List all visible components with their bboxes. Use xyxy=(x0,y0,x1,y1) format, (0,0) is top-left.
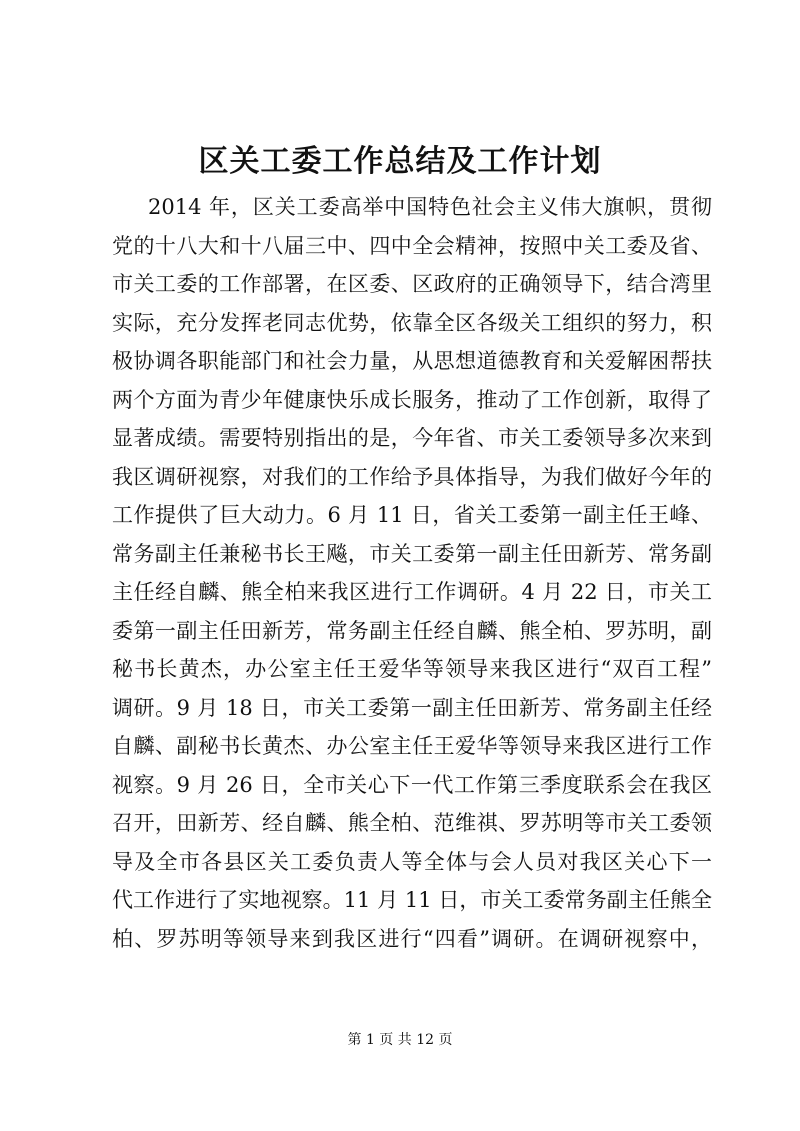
page-footer: 第 1 页 共 12 页 xyxy=(347,1032,453,1048)
body-line: 我区调研视察，对我们的工作给予具体指导，为我们做好今年的 xyxy=(112,464,712,489)
body-line: 常务副主任兼秘书长王飚，市关工委第一副主任田新芳、常务副 xyxy=(112,541,712,566)
body-line: 工作提供了巨大动力。6 月 11 日，省关工委第一副主任王峰、 xyxy=(112,503,712,527)
document-title: 区关工委工作总结及工作计划 xyxy=(198,144,602,179)
body-line: 柏、罗苏明等领导来到我区进行“四看”调研。在调研视察中， xyxy=(112,926,712,951)
body-line: 显著成绩。需要特别指出的是，今年省、市关工委领导多次来到 xyxy=(112,426,712,450)
body-line: 主任经自麟、熊全柏来我区进行工作调研。4 月 22 日，市关工 xyxy=(112,580,712,604)
body-line: 自麟、副秘书长黄杰、办公室主任王爱华等领导来我区进行工作 xyxy=(112,734,712,758)
body-line: 调研。9 月 18 日，市关工委第一副主任田新芳、常务副主任经 xyxy=(112,695,712,720)
body-line: 委第一副主任田新芳，常务副主任经自麟、熊全柏、罗苏明，副 xyxy=(112,618,712,643)
body-line: 极协调各职能部门和社会力量，从思想道德教育和关爱解困帮扶 xyxy=(112,349,712,373)
body-line: 两个方面为青少年健康快乐成长服务，推动了工作创新，取得了 xyxy=(112,387,712,412)
body-line: 召开，田新芳、经自麟、熊全柏、范维祺、罗苏明等市关工委领 xyxy=(112,811,712,835)
body-line: 视察。9 月 26 日，全市关心下一代工作第三季度联系会在我区 xyxy=(112,772,712,797)
body-line: 代工作进行了实地视察。11 月 11 日，市关工委常务副主任熊全 xyxy=(112,888,712,912)
body-line: 实际，充分发挥老同志优势，依靠全区各级关工组织的努力，积 xyxy=(112,310,712,335)
body-line: 秘书长黄杰，办公室主任王爱华等领导来我区进行“双百工程” xyxy=(112,657,712,681)
body-line: 导及全市各县区关工委负责人等全体与会人员对我区关心下一 xyxy=(112,849,712,874)
body-line: 党的十八大和十八届三中、四中全会精神，按照中关工委及省、 xyxy=(112,233,712,258)
body-line: 市关工委的工作部署，在区委、区政府的正确领导下，结合湾里 xyxy=(112,272,712,296)
body-line: 2014 年，区关工委高举中国特色社会主义伟大旗帜，贯彻 xyxy=(148,195,712,219)
document-body xyxy=(112,188,712,958)
